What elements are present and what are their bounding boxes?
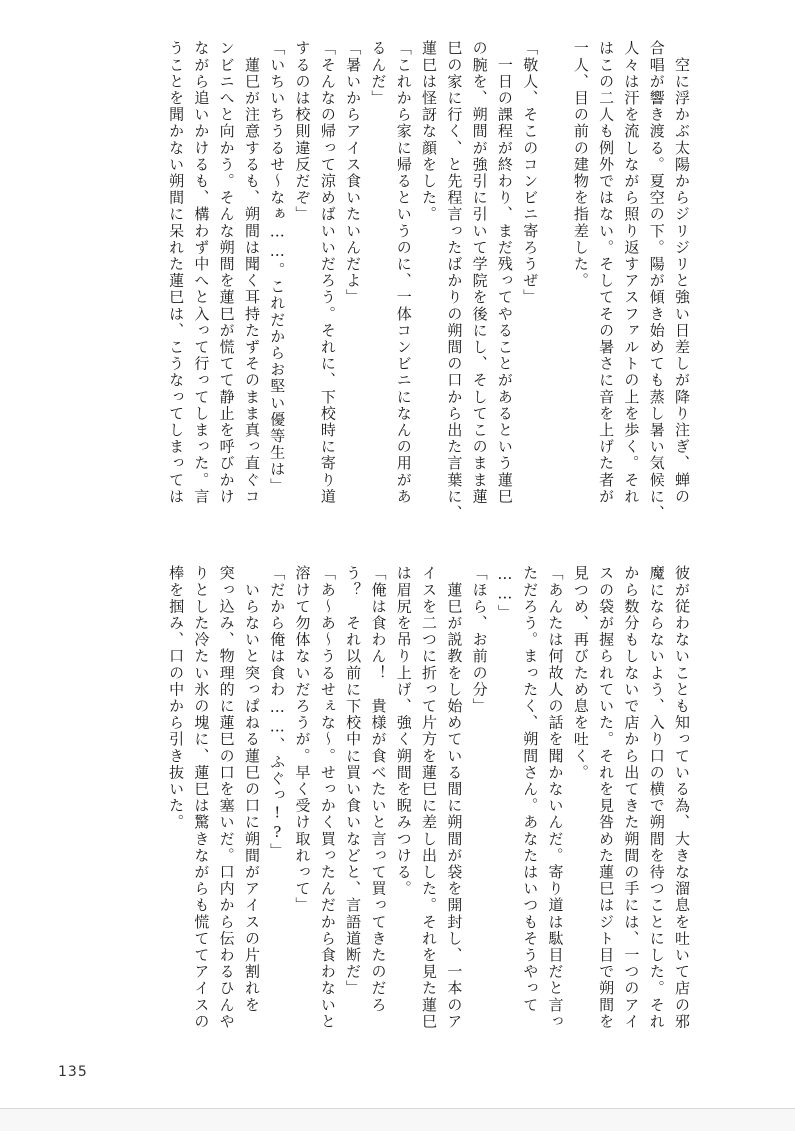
text-line: ただろう。まったく、朔間さん。あなたはいつもそうやって (521, 565, 540, 1014)
text-line: 突っ込み、物理的に蓮巳の口を塞いだ。口内から伝わるひんや (217, 565, 236, 1030)
text-line: 蓮巳が説教をし始めている間に朔間が袋を開封し、一本のア (445, 565, 464, 1030)
text-line: う？ それ以前に下校中に買い食いなどと、言語道断だ」 (344, 565, 363, 997)
text-line: の腕を、朔間が強引に引いて学院を後にし、そしてこのまま蓮 (470, 40, 489, 505)
page-number: 135 (58, 1064, 88, 1080)
text-line: 「敬人、そこのコンビニ寄ろうぜ」 (521, 40, 540, 306)
text-line: ながら追いかけるも、構わず中へと入って行ってしまった。言 (192, 40, 211, 505)
text-line: 魔にならないよう、入り口の横で朔間を待つことにした。それ (647, 565, 666, 1030)
text-line: 溶けて勿体ないだろうが。早く受け取れって」 (293, 565, 312, 914)
lower-text-block (82, 565, 694, 1065)
text-line: 「いちいちうるせ～なぁ……。これだからお堅い優等生は」 (268, 40, 287, 495)
text-line: 彼が従わないことも知っている為、大きな溜息を吐いて店の邪 (673, 565, 691, 1030)
text-line: 棒を掴み、口の中から引き抜いた。 (167, 565, 186, 831)
text-line: 人々は汗を流しながら照り返すアスファルトの上を歩く。それ (622, 40, 641, 505)
text-line: 「そんなの帰って涼めばいいだろう。それに、下校時に寄り道 (318, 40, 337, 505)
text-line: りとした冷たい氷の塊に、蓮巳は驚きながらも慌ててアイスの (192, 565, 211, 1030)
text-line: 一日の課程が終わり、まだ残ってやることがあるという蓮巳 (495, 40, 514, 505)
text-line: 蓮巳が注意するも、朔間は聞く耳持たずそのまま真っ直ぐコ (242, 40, 261, 505)
text-line: 蓮巳は怪訝な顔をした。 (420, 40, 439, 223)
text-line: 一人、目の前の建物を指差した。 (571, 40, 590, 289)
text-line: するのは校則違反だぞ」 (293, 40, 312, 223)
text-line (542, 40, 567, 540)
text-line: 「あんたは何故人の話を聞かないんだ。寄り道は駄目だと言っ (546, 565, 565, 1030)
text-line: 合唱が響き渡る。夏空の下。陽が傾き始めても蒸し暑い気候に、 (647, 40, 666, 522)
text-line: はこの二人も例外ではない。そしてその暑さに音を上げた者が (597, 40, 616, 505)
text-line: 「ほら、お前の分」 (470, 565, 489, 715)
text-line: 見つめ、再びため息を吐く。 (571, 565, 590, 781)
text-line: 「あ～あ～うるせぇな～。せっかく買ったんだから食わないと (318, 565, 337, 1030)
text-line: から数分もしないで店から出てきた朔間の手には、一つのアイ (622, 565, 641, 1030)
text-line: スの袋が握られていた。それを見咎めた蓮巳はジト目で朔間を (597, 565, 616, 1030)
text-line: 「これから家に帰るというのに、一体コンビニになんの用があ (394, 40, 413, 505)
text-line: 空に浮かぶ太陽からジリジリと強い日差しが降り注ぎ、蝉の (673, 40, 691, 505)
text-line: イスを二つに折って片方を蓮巳に差し出した。それを見た蓮巳 (420, 565, 439, 1030)
text-line: 「暑いからアイス食いたいんだよ」 (344, 40, 363, 306)
text-line: 「俺は食わん！ 貴様が食べたいと言って買ってきたのだろ (369, 565, 388, 1014)
text-line: 「だから俺は食わ……、ふぐっ!?」 (268, 565, 287, 860)
upper-text-block (82, 40, 694, 540)
text-line: ンビニへと向かう。そんな朔間を蓮巳が慌てて静止を呼びかけ (217, 40, 236, 505)
page-footer-band (0, 1108, 795, 1131)
text-line: いらないと突っぱねる蓮巳の口に朔間がアイスの片割れを (242, 565, 261, 1014)
text-line: うことを聞かない朔間に呆れた蓮巳は、こうなってしまっては (167, 40, 186, 505)
text-line: は眉尻を吊り上げ、強く朔間を睨みつける。 (394, 565, 413, 897)
text-line: るんだ」 (369, 40, 388, 107)
text-line: ……」 (495, 565, 514, 621)
text-line: 巳の家に行く、と先程言ったばかりの朔間の口から出た言葉に、 (445, 40, 464, 522)
